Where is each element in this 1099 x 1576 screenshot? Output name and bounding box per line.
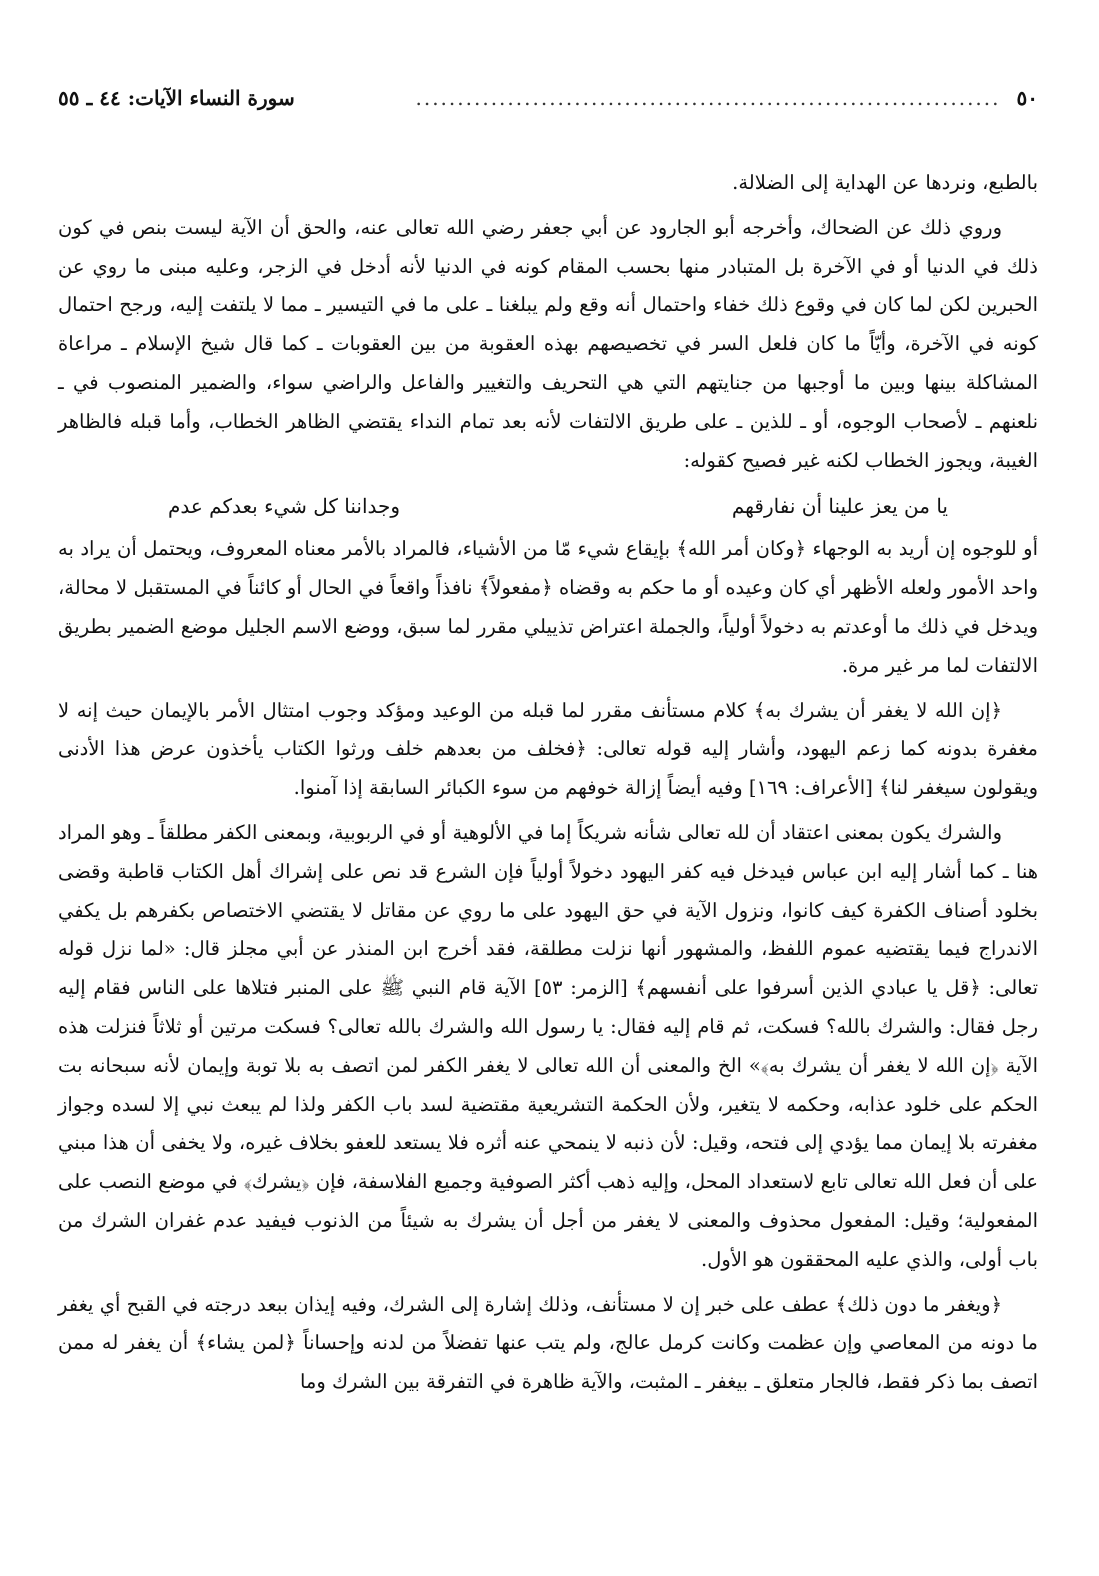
running-header: [58, 86, 1038, 126]
poem-second-hemistich: وجداننا كل شيء بعدكم عدم: [168, 494, 401, 519]
paragraph: وروي ذلك عن الضحاك، وأخرجه أبو الجارود عن أبي جعفر رضي الله تعالى عنه، والحق أن الآية ليست بنص في كون ذلك في الدنيا أو في الآخرة بل المتبادر منها بحسب المقام كونه في الدنيا لأنه أدخل في الزجر، وعليه مبنى ما روي عن الحبرين لكن لما كان في وقوع ذلك خفاء واحتمال أنه وقع ولم يبلغنا ـ على ما في التيسير ـ مما لا يلتفت إليه، ورجح احتمال كونه في الآخرة، وأيّاً ما كان فلعل السر في تخصيصهم بهذه العقوبة من بين العقوبات ـ كما قال شيخ الإسلام ـ مراعاة المشاكلة بينها وبين ما أوجبها من جنايتهم التي هي التحريف والتغيير والفاعل والراضي سواء، والضمير المنصوب في ـ نلعنهم ـ لأصحاب الوجوه، أو ـ للذين ـ على طريق الالتفات لأنه بعد تمام النداء يقتضي الظاهر الخطاب، وأما قبله فالظاهر الغيبة، ويجوز الخطاب لكنه غير فصيح كقوله:: [58, 215, 1038, 472]
leader-dots: ......................................................................: [415, 86, 1001, 110]
paragraph: بالطبع، ونردها عن الهداية إلى الضلالة.: [732, 171, 1038, 194]
surah-title: سورة النساء الآيات: ٤٤ ـ ٥٥: [58, 86, 295, 110]
paragraph: ﴿ويغفر ما دون ذلك﴾ عطف على خبر إن لا مستأنف، وذلك إشارة إلى الشرك، وفيه إيذان ببعد درجته في القبح أي يغفر ما دونه من المعاصي وإن عظمت وكانت كرمل عالج، ولم يتب عنها تفضلاً من لدنه وإحساناً ﴿لمن يشاء﴾ أن يغفر له ممن اتصف بما ذكر فقط، فالجار متعلق ـ بيغفر ـ المثبت، والآية ظاهرة في التفرقة بين الشرك وما: [58, 1292, 1038, 1394]
paragraph: أو للوجوه إن أريد به الوجهاء ﴿وكان أمر الله﴾ بإيقاع شيء مّا من الأشياء، فالمراد بالأمر معناه المعروف، ويحتمل أن يراد به واحد الأمور ولعله الأظهر أي كان وعيده أو ما حكم به وقضاه ﴿مفعولاً﴾ نافذاً واقعاً في الحال أو كائناً في المستقبل لا محالة، ويدخل في ذلك ما أوعدتم به دخولاً أولياً، والجملة اعتراض تذييلي مقرر لما سبق، ووضع الاسم الجليل موضع الضمير بطريق الالتفات لما مر غير مرة.: [58, 537, 1038, 677]
page-number: ٥٠: [1016, 86, 1038, 110]
poem-verse: [58, 486, 1038, 526]
book-page: [58, 86, 1038, 1408]
poem-first-hemistich: يا من يعز علينا أن نفارقهم: [731, 494, 948, 519]
paragraph: ﴿إن الله لا يغفر أن يشرك به﴾ كلام مستأنف مقرر لما قبله من الوعيد ومؤكد وجوب امتثال الأمر بالإيمان حيث إنه لا مغفرة بدونه كما زعم اليهود، وأشار إليه قوله تعالى: ﴿فخلف من بعدهم خلف ورثوا الكتاب يأخذون عرض هذا الأدنى ويقولون سيغفر لنا﴾ [الأعراف: ١٦٩] وفيه أيضاً إزالة خوفهم من سوء الكبائر السابقة إذا آمنوا.: [58, 698, 1038, 800]
paragraph: والشرك يكون بمعنى اعتقاد أن لله تعالى شأنه شريكاً إما في الألوهية أو في الربوبية، وبمعنى الكفر مطلقاً ـ وهو المراد هنا ـ كما أشار إليه ابن عباس فيدخل فيه كفر اليهود دخولاً أولياً فإن الشرع قد نص على إشراك أهل الكتاب قاطبة وقضى بخلود أصناف الكفرة كيف كانوا، ونزول الآية في حق اليهود على ما روي عن مقاتل لا يقتضي الاختصاص بكفرهم بل يكفي الاندراج فيما يقتضيه عموم اللفظ، والمشهور أنها نزلت مطلقة، فقد أخرج ابن المنذر عن أبي مجلز قال: «لما نزل قوله تعالى: ﴿قل يا عبادي الذين أسرفوا على أنفسهم﴾ [الزمر: ٥٣] الآية قام النبي ﷺ على المنبر فتلاها على الناس فقام إليه رجل فقال: والشرك بالله؟ فسكت، ثم قام إليه فقال: يا رسول الله والشرك بالله تعالى؟ فسكت مرتين أو ثلاثاً فنزلت هذه الآية ﴿إن الله لا يغفر أن يشرك به﴾» الخ والمعنى أن الله تعالى لا يغفر الكفر لمن اتصف به بلا توبة وإيمان لأنه سبحانه بت الحكم على خلود عذابه، وحكمه لا يتغير، ولأن الحكمة التشريعية مقتضية لسد باب الكفر ولذا لم يبعث نبي إلا لسده وجواز مغفرته بلا إيمان مما يؤدي إلى فتحه، وقيل: لأن ذنبه لا ينمحي عنه أثره فلا يستعد للعفو بخلاف غيره، ولا يخفى أن هذا مبني على أن فعل الله تعالى تابع لاستعداد المحل، وإليه ذهب أكثر الصوفية وجميع الفلاسفة، فإن ﴿يشرك﴾ في موضع النصب على المفعولية؛ وقيل: المفعول محذوف والمعنى لا يغفر من أجل أن يشرك به شيئاً من الذنوب فيفيد عدم غفران الشرك من باب أولى، والذي عليه المحققون هو الأول.: [58, 820, 1039, 1271]
